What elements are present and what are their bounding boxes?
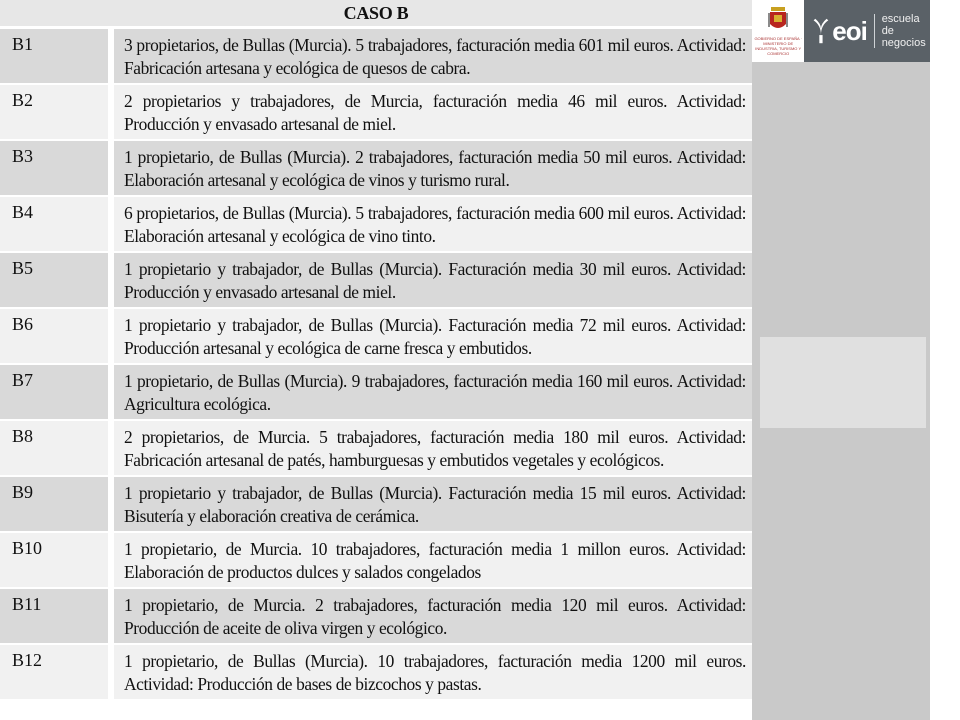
case-description: 1 propietario, de Bullas (Murcia). 2 trabajadores, facturación media 50 mil euros. Actividad: Elaboración artesanal y ecológica de vinos y turismo rural.	[114, 141, 752, 195]
case-description: 2 propietarios y trabajadores, de Murcia, facturación media 46 mil euros. Actividad: Producción y envasado artesanal de miel.	[114, 85, 752, 139]
case-description: 1 propietario y trabajador, de Bullas (Murcia). Facturación media 15 mil euros. Actividad: Bisutería y elaboración creativa de cerámica.	[114, 477, 752, 531]
case-description: 2 propietarios, de Murcia. 5 trabajadores, facturación media 180 mil euros. Actividad: Fabricación artesanal de patés, hamburguesas y embutidos vegetales y ecológicos.	[114, 421, 752, 475]
table-row	[0, 29, 752, 83]
table-row	[0, 533, 752, 587]
eoi-subtitle	[882, 13, 930, 49]
case-description: 1 propietario, de Murcia. 10 trabajadores, facturación media 1 millon euros. Actividad: Elaboración de productos dulces y salados congelados	[114, 533, 752, 587]
case-id: B12	[0, 645, 114, 699]
case-description: 3 propietarios, de Bullas (Murcia). 5 trabajadores, facturación media 601 mil euros. Actividad: Fabricación artesana y ecológica de quesos de cabra.	[114, 29, 752, 83]
case-id: B10	[0, 533, 114, 587]
table-row	[0, 589, 752, 643]
case-description: 1 propietario, de Bullas (Murcia). 9 trabajadores, facturación media 160 mil euros. Actividad: Agricultura ecológica.	[114, 365, 752, 419]
logo-strip	[752, 0, 930, 62]
side-placeholder-box	[760, 337, 926, 428]
table-row	[0, 421, 752, 475]
case-id: B11	[0, 589, 114, 643]
case-description: 1 propietario, de Murcia. 2 trabajadores, facturación media 120 mil euros. Actividad: Producción de aceite de oliva virgen y ecológico.	[114, 589, 752, 643]
case-id: B9	[0, 477, 114, 531]
eoi-subtitle-line2: de negocios	[881, 25, 926, 49]
case-id: B1	[0, 29, 114, 83]
coat-of-arms-icon	[767, 4, 789, 34]
eoi-logo	[804, 0, 930, 62]
table-row	[0, 477, 752, 531]
table-title: CASO B	[0, 0, 752, 27]
case-id: B6	[0, 309, 114, 363]
case-id: B7	[0, 365, 114, 419]
eoi-wordmark: eoi	[832, 15, 867, 46]
case-description: 1 propietario y trabajador, de Bullas (Murcia). Facturación media 30 mil euros. Actividad: Producción y envasado artesanal de miel.	[114, 253, 752, 307]
table-row	[0, 85, 752, 139]
eoi-emblem-icon	[812, 14, 830, 48]
case-id: B8	[0, 421, 114, 475]
table-row	[0, 253, 752, 307]
case-description: 6 propietarios, de Bullas (Murcia). 5 trabajadores, facturación media 600 mil euros. Actividad: Elaboración artesanal y ecológica de vino tinto.	[114, 197, 752, 251]
table-row	[0, 365, 752, 419]
logo-divider	[874, 14, 875, 48]
table-row	[0, 141, 752, 195]
case-id: B2	[0, 85, 114, 139]
case-id: B4	[0, 197, 114, 251]
table-row	[0, 645, 752, 699]
table-row	[0, 309, 752, 363]
government-text: GOBIERNO DE ESPAÑA · MINISTERIO DE INDUSTRIA, TURISMO Y COMERCIO	[754, 36, 802, 56]
case-description: 1 propietario, de Bullas (Murcia). 10 trabajadores, facturación media 1200 mil euros. Actividad: Producción de bases de bizcochos y pastas.	[114, 645, 752, 699]
eoi-subtitle-line1: escuela	[881, 13, 920, 25]
case-description: 1 propietario y trabajador, de Bullas (Murcia). Facturación media 72 mil euros. Actividad: Producción artesanal y ecológica de carne fresca y embutidos.	[114, 309, 752, 363]
table-row	[0, 197, 752, 251]
case-id: B3	[0, 141, 114, 195]
case-id: B5	[0, 253, 114, 307]
government-logo	[752, 0, 804, 62]
